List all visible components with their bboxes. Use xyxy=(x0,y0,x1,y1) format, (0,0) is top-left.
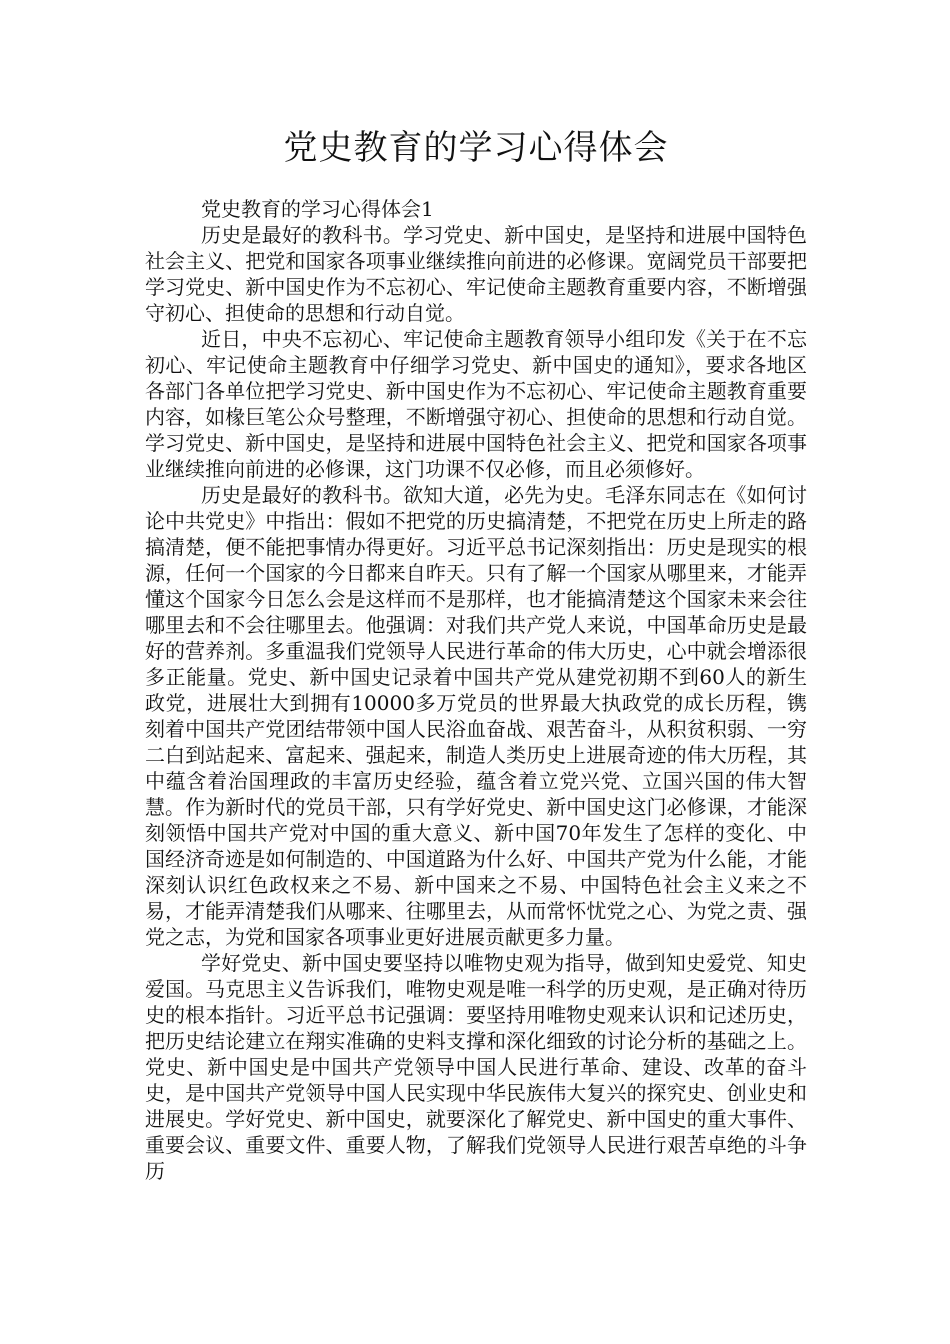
paragraph-3: 历史是最好的教科书。欲知大道，必先为史。毛泽东同志在《如何讨论中共党史》中指出：假如不把党的历史搞清楚，不把党在历史上所走的路搞清楚，便不能把事情办得更好。习近平总书记深刻指出：历史是现实的根源，任何一个国家的今日都来自昨天。只有了解一个国家从哪里来，才能弄懂这个国家今日怎么会是这样而不是那样，也才能搞清楚这个国家未来会往哪里去和不会往哪里去。他强调：对我们共产党人来说，中国革命历史是最好的营养剂。多重温我们党领导人民进行革命的伟大历史，心中就会增添很多正能量。党史、新中国史记录着中国共产党从建党初期不到60人的新生政党，进展壮大到拥有10000多万党员的世界最大执政党的成长历程，镌刻着中国共产党团结带领中国人民浴血奋战、艰苦奋斗，从积贫积弱、一穷二白到站起来、富起来、强起来，制造人类历史上进展奇迹的伟大历程，其中蕴含着治国理政的丰富历史经验，蕴含着立党兴党、立国兴国的伟大智慧。作为新时代的党员干部，只有学好党史、新中国史这门必修课，才能深刻领悟中国共产党对中国的重大意义、新中国70年发生了怎样的变化、中国经济奇迹是如何制造的、中国道路为什么好、中国共产党为什么能，才能深刻认识红色政权来之不易、新中国来之不易、中国特色社会主义来之不易，才能弄清楚我们从哪来、往哪里去，从而常怀忧党之心、为党之责、强党之志，为党和国家各项事业更好进展贡献更多力量。 xyxy=(145,483,807,949)
paragraph-1: 历史是最好的教科书。学习党史、新中国史，是坚持和进展中国特色社会主义、把党和国家各项事业继续推向前进的必修课。宽阔党员干部要把学习党史、新中国史作为不忘初心、牢记使命主题教育重要内容，不断增强守初心、担使命的思想和行动自觉。 xyxy=(145,223,807,325)
section-subheading: 党史教育的学习心得体会1 xyxy=(201,197,434,221)
document-page xyxy=(145,118,807,1184)
paragraph-4: 学好党史、新中国史要坚持以唯物史观为指导，做到知史爱党、知史爱国。马克思主义告诉我们，唯物史观是唯一科学的历史观，是正确对待历史的根本指针。习近平总书记强调：要坚持用唯物史观来认识和记述历史，把历史结论建立在翔实准确的史料支撑和深化细致的讨论分析的基础之上。党史、新中国史是中国共产党领导中国人民进行革命、建设、改革的奋斗史，是中国共产党领导中国人民实现中华民族伟大复兴的探究史、创业史和进展史。学好党史、新中国史，就要深化了解党史、新中国史的重大事件、重要会议、重要文件、重要人物，了解我们党领导人民进行艰苦卓绝的斗争历 xyxy=(145,951,807,1183)
document-title: 党史教育的学习心得体会 xyxy=(283,128,669,168)
paragraph-2: 近日，中央不忘初心、牢记使命主题教育领导小组印发《关于在不忘初心、牢记使命主题教育中仔细学习党史、新中国史的通知》，要求各地区各部门各单位把学习党史、新中国史作为不忘初心、牢记使命主题教育重要内容，如椽巨笔公众号整理，不断增强守初心、担使命的思想和行动自觉。学习党史、新中国史，是坚持和进展中国特色社会主义、把党和国家各项事业继续推向前进的必修课，这门功课不仅必修，而且必须修好。 xyxy=(145,327,807,481)
